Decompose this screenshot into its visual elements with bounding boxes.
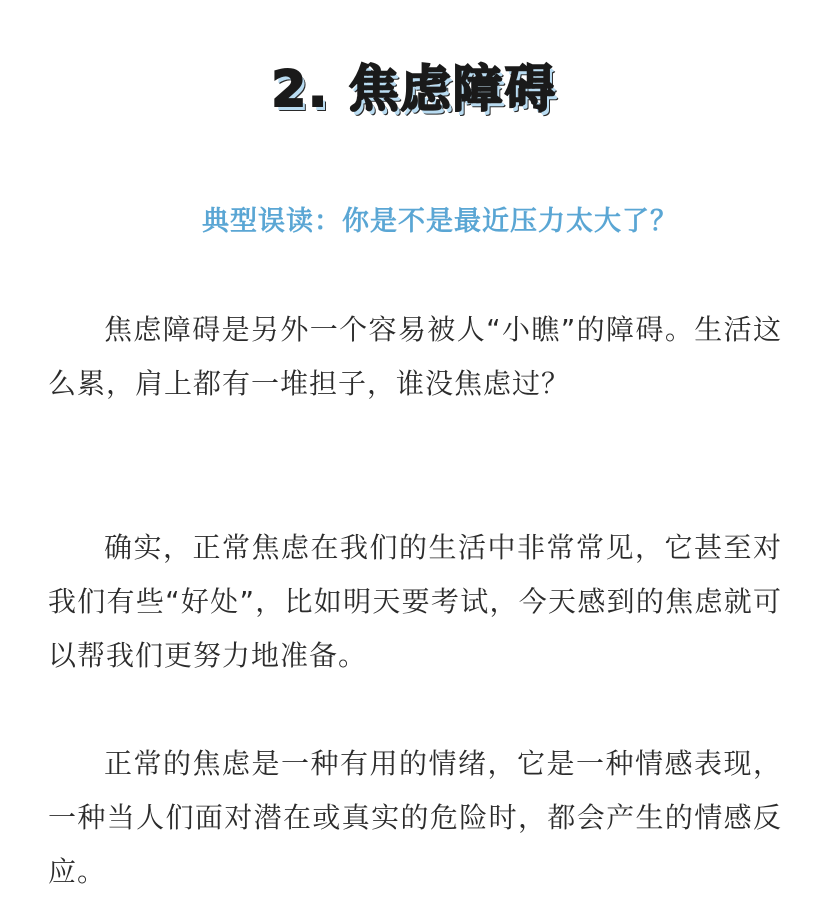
section-subheading: 典型误读：你是不是最近压力太大了？: [202, 206, 678, 237]
paragraph-3: 正常的焦虑是一种有用的情绪，它是一种情感表现，一种当人们面对潜在或真实的危险时，都会产生的情感反应。: [48, 747, 782, 888]
paragraph-1: 焦虑障碍是另外一个容易被人“小瞧”的障碍。生活这么累，肩上都有一堆担子，谁没焦虑过？: [48, 313, 782, 400]
paragraph-2: 确实，正常焦虑在我们的生活中非常常见，它甚至对我们有些“好处”，比如明天要考试，今天感到的焦虑就可以帮我们更努力地准备。: [48, 531, 782, 672]
section-heading: 2. 焦虑障碍: [271, 60, 557, 118]
